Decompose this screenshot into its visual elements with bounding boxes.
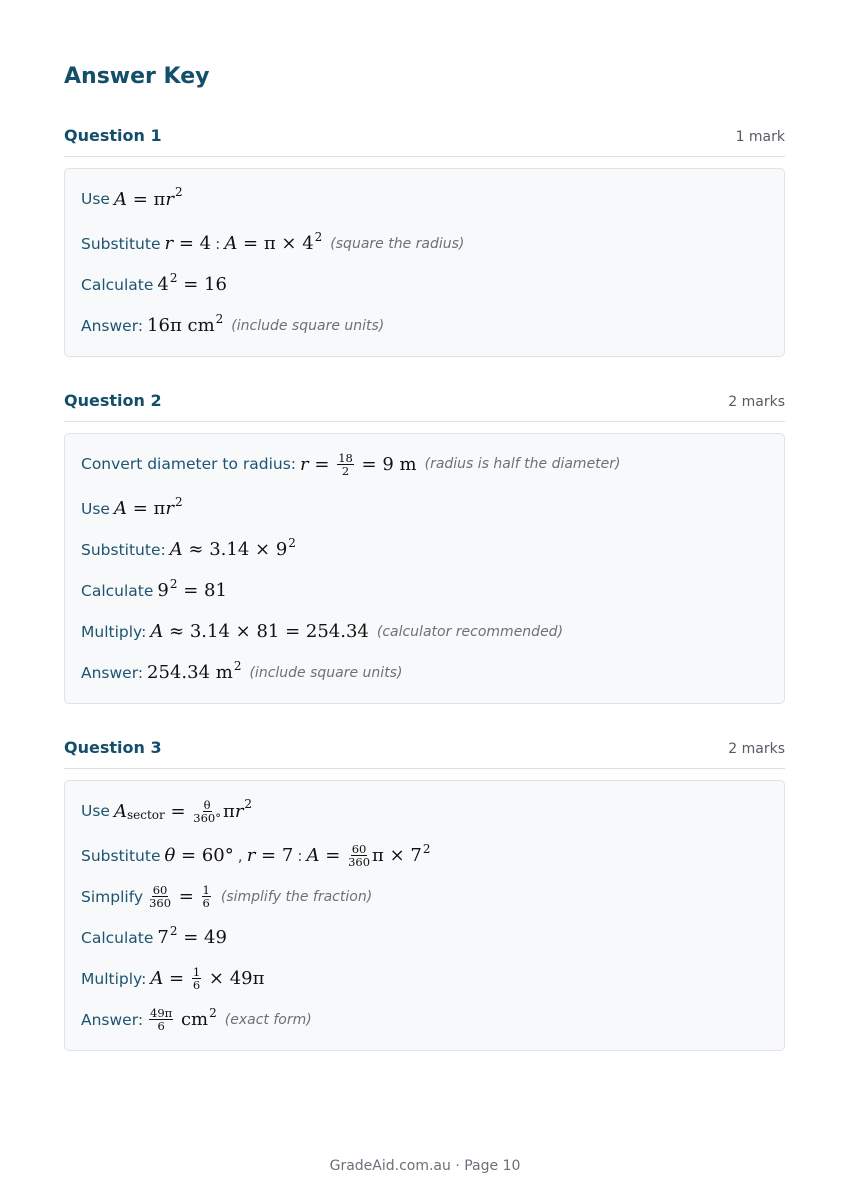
solution-step (81, 183, 768, 215)
step-label: , (237, 846, 243, 865)
solution-step (81, 999, 768, 1040)
fraction-denominator: 360 (348, 855, 371, 869)
question-1 (64, 126, 785, 357)
math-fraction (149, 884, 171, 909)
solution-step (81, 264, 768, 305)
math-text: 4 (157, 274, 169, 295)
fraction-numerator: 18 (338, 450, 353, 465)
step-label: Calculate (81, 581, 154, 600)
solution-step (81, 917, 768, 958)
math-text: = 60° (175, 845, 234, 866)
solution-step (81, 835, 768, 876)
solution-step (81, 529, 768, 570)
math-superscript: 2 (169, 270, 178, 285)
step-label: Answer: (81, 663, 144, 682)
math-variable: A (224, 233, 238, 254)
question-name: Question 1 (64, 126, 162, 145)
math-text: 9 (157, 580, 169, 601)
solution-step (81, 223, 768, 264)
math-text: 16π cm (147, 315, 215, 336)
solution-step (81, 488, 768, 529)
math-subscript: sector (126, 808, 165, 822)
solution-step (81, 958, 768, 999)
math-variable: A (169, 539, 183, 560)
fraction-denominator: 6 (202, 896, 210, 910)
solution-step (81, 611, 768, 652)
math-variable: r (165, 498, 174, 519)
math-superscript: 2 (288, 535, 296, 550)
fraction-numerator: 60 (152, 883, 168, 897)
page-title: Answer Key (64, 64, 210, 89)
step-label: Multiply: (81, 969, 147, 988)
question-3 (64, 738, 785, 1051)
math-fraction (348, 843, 370, 868)
math-expression (169, 535, 296, 560)
page-footer: GradeAid.com.au · Page 10 (329, 1158, 521, 1174)
math-text: 254.34 m (147, 662, 233, 683)
math-expression (147, 311, 224, 336)
math-superscript: 2 (422, 841, 431, 856)
math-text: ≈ 3.14 × 81 = 254.34 (163, 621, 369, 642)
math-expression (113, 185, 183, 210)
math-superscript: 2 (244, 797, 253, 811)
step-note: (include square units) (231, 317, 385, 334)
math-fraction (337, 452, 354, 477)
math-superscript: 2 (233, 658, 242, 673)
question-2 (64, 391, 785, 704)
step-label: Calculate (81, 928, 154, 947)
math-text: = (308, 453, 336, 475)
solution-step (81, 570, 768, 611)
math-expression (114, 799, 252, 824)
math-text: = π × 4 (237, 233, 314, 254)
question-marks: 2 marks (728, 394, 785, 410)
solution-box (64, 780, 785, 1051)
solution-box (64, 433, 785, 704)
math-variable: r (165, 188, 174, 210)
fraction-denominator: 360 (149, 896, 172, 910)
math-variable: A (150, 968, 164, 989)
math-text: = (173, 886, 200, 907)
step-label: Substitute (81, 846, 161, 865)
step-label: Multiply: (81, 622, 147, 641)
math-expression (147, 884, 213, 909)
math-expression (147, 1007, 217, 1032)
solution-step (81, 448, 768, 480)
step-note: (calculator recommended) (376, 623, 564, 640)
math-superscript: 2 (174, 494, 183, 509)
math-superscript: 2 (314, 229, 323, 244)
step-label: Use (81, 499, 110, 518)
step-note: (exact form) (224, 1011, 312, 1028)
fraction-numerator: 60 (351, 842, 367, 856)
step-note: (include square units) (249, 664, 403, 681)
math-text: = (164, 800, 192, 822)
math-text: = (163, 968, 190, 989)
math-expression (224, 229, 323, 254)
math-fraction (149, 1007, 173, 1032)
math-variable: r (164, 233, 174, 254)
math-expression (300, 452, 417, 477)
math-expression (247, 845, 294, 866)
math-expression (150, 621, 369, 642)
math-expression (150, 966, 264, 991)
fraction-numerator: 49π (150, 1006, 173, 1020)
math-fraction (192, 966, 201, 991)
question-header (64, 391, 785, 422)
math-text: cm (175, 1009, 209, 1030)
fraction-numerator: 1 (202, 883, 210, 897)
step-note: (square the radius) (330, 235, 465, 252)
math-variable: r (234, 800, 244, 822)
math-superscript: 2 (215, 311, 224, 326)
fraction-numerator: 1 (192, 965, 201, 979)
math-variable: A (306, 845, 320, 866)
math-text: ≈ 3.14 × 9 (182, 539, 288, 560)
step-label: : (215, 234, 221, 253)
step-note: (radius is half the diameter) (424, 456, 621, 472)
question-header (64, 738, 785, 769)
math-variable: θ (164, 845, 176, 866)
math-text: = 9 m (355, 453, 417, 475)
step-label: Convert diameter to radius: (81, 455, 297, 473)
question-name: Question 3 (64, 738, 162, 757)
math-variable: A (113, 498, 127, 519)
step-label: Answer: (81, 1010, 144, 1029)
math-text: = 4 (173, 233, 212, 254)
fraction-denominator: 2 (341, 463, 350, 478)
math-variable: A (150, 621, 164, 642)
math-expression (164, 845, 233, 866)
fraction-denominator: 6 (192, 978, 201, 992)
solution-step (81, 876, 768, 917)
step-note: (simplify the fraction) (220, 888, 373, 905)
math-variable: r (300, 453, 309, 475)
math-expression (157, 576, 227, 601)
math-fraction (193, 799, 221, 824)
step-label: Answer: (81, 316, 144, 335)
math-text: 7 (157, 927, 169, 948)
fraction-denominator: 360° (193, 810, 221, 825)
math-superscript: 2 (169, 923, 178, 938)
step-label: Simplify (81, 887, 144, 906)
math-text: π (222, 800, 235, 822)
math-superscript: 2 (174, 185, 183, 199)
math-text: = 16 (177, 274, 227, 295)
math-superscript: 2 (169, 576, 178, 591)
step-label: Substitute: (81, 540, 166, 559)
step-label: Use (81, 190, 110, 208)
solution-step (81, 652, 768, 693)
math-text: = (319, 845, 347, 866)
solution-step (81, 795, 768, 827)
math-text: × 49π (203, 968, 265, 989)
math-text: = π (126, 498, 166, 519)
math-expression (307, 843, 431, 868)
math-expression (147, 658, 242, 683)
fraction-numerator: θ (203, 797, 211, 812)
step-label: Substitute (81, 234, 161, 253)
fraction-denominator: 6 (157, 1019, 165, 1033)
math-fraction (202, 884, 211, 909)
math-variable: A (113, 800, 127, 822)
step-label: : (297, 846, 303, 865)
math-text: = 49 (177, 927, 227, 948)
math-variable: r (246, 845, 256, 866)
question-marks: 2 marks (728, 741, 785, 757)
math-text: π × 7 (372, 845, 422, 866)
solution-box (64, 168, 785, 357)
math-text: = π (126, 188, 166, 210)
math-expression (164, 233, 211, 254)
step-label: Use (81, 802, 110, 820)
solution-step (81, 305, 768, 346)
math-expression (157, 923, 227, 948)
math-expression (113, 494, 183, 519)
question-header (64, 126, 785, 157)
question-name: Question 2 (64, 391, 162, 410)
math-text: = 7 (255, 845, 294, 866)
math-expression (157, 270, 227, 295)
question-marks: 1 mark (735, 129, 785, 145)
math-text: = 81 (177, 580, 227, 601)
step-label: Calculate (81, 275, 154, 294)
math-superscript: 2 (209, 1005, 217, 1020)
math-variable: A (113, 188, 127, 210)
